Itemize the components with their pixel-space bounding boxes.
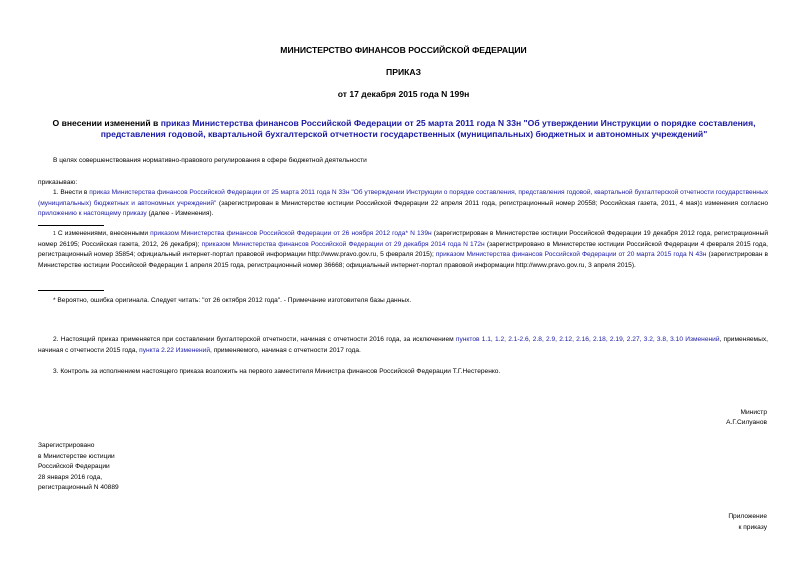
footnote-1-c: (зарегистрировано в Министерстве юстиции Российской Федерации 4 февраля 2015 года, регистрационный номер 35854; официальный интернет-портал правовой информации http://www.pravo.gov.ru, 5 февраля 2015); <box>38 240 769 259</box>
footnote-1-link-1[interactable]: приказом Министерства финансов Российской Федерации от 26 ноября 2012 года* N 139н <box>150 230 432 237</box>
item-2-point-link[interactable]: пункта 2.22 Изменений <box>139 346 211 354</box>
item-1 <box>38 188 768 220</box>
footnote-1-link-2[interactable]: приказом Министерства финансов Российской Федерации от 29 декабря 2014 года N 172н <box>201 240 485 248</box>
ministry-title: МИНИСТЕРСТВО ФИНАНСОВ РОССИЙСКОЙ ФЕДЕРАЦИИ <box>280 45 527 55</box>
registration-line-4: 28 января 2016 года, <box>38 473 103 481</box>
registration-block <box>38 441 119 494</box>
item-3: 3. Контроль за исполнением настоящего приказа возложить на первого заместителя Министра финансов Российской Федерации Т.Г.Нестеренко. <box>53 368 501 375</box>
signature-name: А.Г.Силуанов <box>726 419 767 426</box>
appendix-line-2: к приказу <box>738 523 767 531</box>
footnote-divider-1 <box>38 225 104 226</box>
subject-pre: О внесении изменений в <box>52 118 161 128</box>
item-1-order-link[interactable]: приказ Министерства финансов Российской Федерации от 25 марта 2011 года N 33н "Об утверждении Инструкции о порядке составления, представления годовой, квартальной бухгалтерской отчетности государственных (муниципальных) бюджетных и автономных учреждений" <box>38 189 768 207</box>
footnote-1-d: (зарегистрирован в Министерстве юстиции Российской Федерации 1 апреля 2015 года, регистрационный номер 36668; официальный интернет-портал правовой информации http://www.pravo.gov.ru, 3 апреля 2015). <box>38 251 768 269</box>
footnote-2: * Вероятно, ошибка оригинала. Следует читать: "от 26 октября 2012 года". - Примечание изготовителя базы данных. <box>53 297 412 304</box>
item-2-post: , применяемого, начиная с отчетности 2017 года. <box>210 346 361 354</box>
registration-line-2: в Министерстве юстиции <box>38 452 115 460</box>
item-2-mid: , применяемых, начиная с отчетности 2015 года, <box>38 336 768 354</box>
registration-line-5: регистрационный N 40889 <box>38 484 119 492</box>
order-word: приказываю: <box>38 179 78 186</box>
doc-date-number: от 17 декабря 2015 года N 199н <box>337 89 470 99</box>
item-1-pre: 1. Внести в <box>53 189 90 196</box>
appendix-line-1: Приложение <box>728 513 767 520</box>
subject-heading <box>30 118 778 140</box>
footnote-1-a: С изменениями, внесенными <box>55 230 151 237</box>
footnote-1-b: (зарегистрирован в Министерстве юстиции Российской Федерации 19 декабря 2012 года, регистрационный номер 26195; Российская газета, 2012, 26 декабря); <box>38 230 768 248</box>
item-2 <box>38 335 768 356</box>
footnote-1 <box>38 229 768 271</box>
signature-title: Министр <box>740 409 767 416</box>
item-1-appendix-link[interactable]: приложению к настоящему приказу <box>38 210 147 218</box>
subject-order-link[interactable]: приказ Министерства финансов Российской Федерации от 25 марта 2011 года N 33н "Об утверждении Инструкции о порядке составления, представления годовой, квартальной бухгалтерской отчетности государственных (муниципальных) бюджетных и автономных учреждений" <box>100 118 756 139</box>
footnote-1-link-3[interactable]: приказом Министерства финансов Российской Федерации от 20 марта 2015 года N 43н <box>435 251 707 259</box>
doc-type: ПРИКАЗ <box>386 67 421 77</box>
preamble: В целях совершенствования нормативно-правового регулирования в сфере бюджетной деятельности <box>53 157 367 164</box>
item-2-points-link[interactable]: пунктов 1.1, 1.2, 2.1-2.6, 2.8, 2.9, 2.12, 2.16, 2.18, 2.19, 2.27, 3.2, 3.8, 3.10 Изменений <box>455 336 720 343</box>
item-1-mid: (зарегистрирован в Министерстве юстиции Российской Федерации 22 апреля 2011 года, регистрационный номер 20558; Российская газета, 2011, 4 мая) <box>216 199 700 207</box>
footnote-ref-1: 1 <box>699 200 703 207</box>
item-1-mid2: изменения согласно <box>702 199 768 207</box>
registration-line-3: Российской Федерации <box>38 463 110 471</box>
appendix-block <box>500 512 767 533</box>
footnote-divider-2 <box>38 290 104 291</box>
footnote-1-mark: 1 <box>53 231 56 237</box>
registration-line-1: Зарегистрировано <box>38 442 95 449</box>
item-1-post: (далее - Изменения). <box>146 210 214 218</box>
item-2-pre: 2. Настоящий приказ применяется при составлении бухгалтерской отчетности, начиная с отчетности 2016 года, за исключением <box>53 336 456 343</box>
